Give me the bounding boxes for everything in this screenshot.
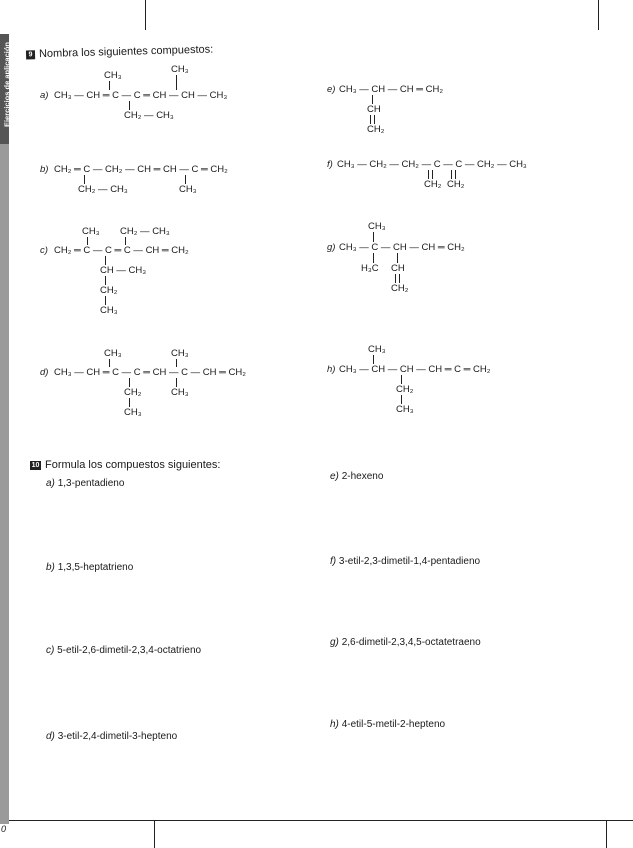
side-bar [0, 34, 9, 824]
substituent: CH₂ — CH₃ [120, 226, 170, 237]
top-crop-line [145, 0, 146, 30]
item-letter: h) [330, 719, 339, 730]
substituent: CH₃ [104, 70, 122, 81]
main-chain: CH₃ — CH ═ C — C ═ CH — C — CH ═ CH₂ [54, 367, 246, 378]
substituent: CH₂ [124, 387, 142, 398]
substituent: CH₂ [396, 384, 414, 395]
section-9-number: 9 [26, 50, 35, 59]
substituent: CH₃ [368, 344, 386, 355]
section-10-title: Formula los compuestos siguientes: [45, 459, 221, 471]
compound-name: 1,3,5-heptatrieno [57, 562, 134, 573]
substituent: CH [367, 104, 381, 115]
substituent: CH₃ [100, 305, 118, 316]
main-chain: CH₂ ═ C — CH₂ — CH ═ CH — C ═ CH₂ [54, 164, 228, 175]
substituent: CH — CH₃ [100, 265, 147, 276]
substituent: CH₃ [179, 184, 197, 195]
substituent: CH₃ [82, 226, 100, 237]
compound-name: 3-etil-2,3-dimetil-1,4-pentadieno [338, 556, 481, 567]
substituent: CH₃ [171, 348, 189, 359]
main-chain: CH₃ — CH ═ C — C ═ CH — CH — CH₃ [54, 90, 228, 101]
exercise-10e [330, 471, 383, 482]
compound-name: 2,6-dimetil-2,3,4,5-octatetraeno [341, 637, 481, 648]
item-letter: d) [46, 731, 55, 742]
exercise-10c [46, 645, 201, 656]
item-letter: b) [46, 562, 55, 573]
exercise-10f [330, 556, 480, 567]
substituent: CH₂ — CH₃ [124, 110, 174, 121]
compound-name: 5-etil-2,6-dimetil-2,3,4-octatrieno [57, 645, 202, 656]
item-letter: d) [40, 367, 49, 378]
item-letter: g) [330, 637, 339, 648]
main-chain: CH₃ — C — CH — CH ═ CH₂ [339, 242, 465, 253]
bottom-crop-line [154, 820, 155, 848]
exercise-10g [330, 637, 481, 648]
bottom-crop-line-right [606, 820, 607, 848]
substituent: CH₂ [447, 179, 465, 190]
page-number: 0 [1, 824, 7, 834]
exercise-10b [46, 562, 133, 573]
substituent: CH₃ [171, 64, 189, 75]
main-chain: CH₃ — CH — CH — CH ═ C ═ CH₂ [339, 364, 491, 375]
item-letter: c) [46, 645, 55, 656]
substituent: CH₂ [100, 285, 118, 296]
top-crop-line-right [598, 0, 599, 30]
main-chain: CH₃ — CH — CH ═ CH₂ [339, 84, 444, 95]
compound-name: 1,3-pentadieno [57, 478, 125, 489]
item-letter: e) [330, 471, 339, 482]
item-letter: g) [327, 242, 336, 253]
item-letter: c) [40, 245, 48, 256]
section-10-header [30, 459, 220, 471]
exercise-10d [46, 731, 177, 742]
item-letter: h) [327, 364, 336, 375]
item-letter: b) [40, 164, 49, 175]
exercise-10a [46, 478, 124, 489]
compound-name: 3-etil-2,4-dimetil-3-hepteno [57, 731, 178, 742]
item-letter: f) [327, 159, 333, 170]
substituent: CH₂ [391, 283, 409, 294]
substituent: CH₂ — CH₃ [78, 184, 128, 195]
substituent: CH₂ [367, 124, 385, 135]
substituent: H₃C [361, 263, 379, 274]
section-9-title: Nombra los siguientes compuestos: [38, 43, 214, 61]
item-letter: a) [40, 90, 49, 101]
exercise-10h [330, 719, 445, 730]
item-letter: e) [327, 84, 336, 95]
substituent: CH [391, 263, 405, 274]
substituent: CH₃ [368, 221, 386, 232]
substituent: CH₃ [171, 387, 189, 398]
section-10-number: 10 [31, 462, 40, 469]
compound-name: 4-etil-5-metil-2-hepteno [341, 719, 446, 730]
bottom-rule [0, 820, 633, 821]
substituent: CH₃ [104, 348, 122, 359]
main-chain: CH₃ — CH₂ — CH₂ — C — C — CH₂ — CH₃ [337, 159, 527, 170]
substituent: CH₃ [396, 404, 414, 415]
item-letter: a) [46, 478, 55, 489]
substituent: CH₃ [124, 407, 142, 418]
substituent: CH₂ [424, 179, 442, 190]
item-letter: f) [330, 556, 337, 567]
compound-name: 2-hexeno [341, 471, 384, 482]
section-9-header [26, 44, 213, 61]
side-label: Ejercicios de aplicación [2, 41, 12, 128]
main-chain: CH₂ ═ C — C ═ C — CH ═ CH₂ [54, 245, 189, 256]
